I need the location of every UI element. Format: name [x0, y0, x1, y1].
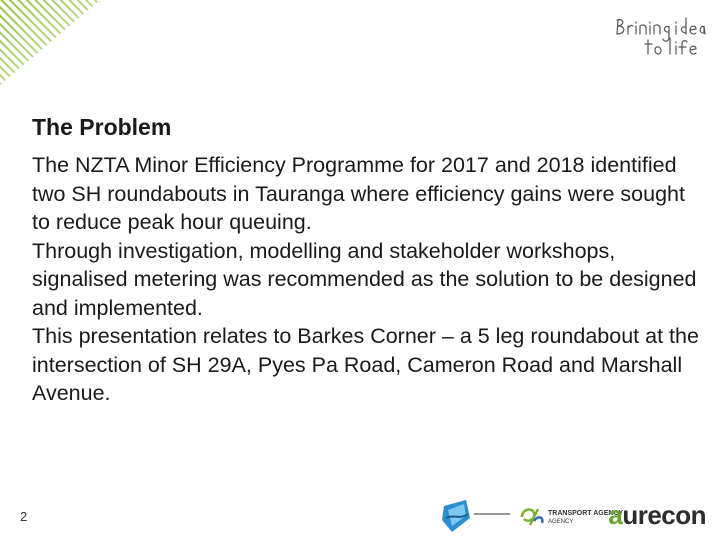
aurecon-logo: aurecon	[608, 500, 706, 530]
tauranga-city-logo	[440, 498, 512, 536]
paragraph-barkes-corner: This presentation relates to Barkes Corner – a 5 leg roundabout at the intersection of SH 29A, Pyes Pa Road, Cameron Road and Marshall Avenue.	[32, 324, 699, 405]
svg-text:AGENCY: AGENCY	[548, 519, 574, 525]
slide-title: The Problem	[32, 114, 172, 140]
nz-transport-agency-logo	[520, 505, 624, 529]
paragraph-investigation: Through investigation, modelling and stakeholder workshops, signalised metering was recommended as the solution to be designed and implemented.	[32, 238, 697, 320]
transport-logo-text: TRANSPORT AGENCY	[548, 510, 624, 517]
slide-body	[32, 151, 702, 408]
page-number: 2	[20, 509, 28, 524]
diagonal-stripe-decoration	[0, 0, 100, 85]
paragraph-problem: The NZTA Minor Efficiency Programme for 2017 and 2018 identified two SH roundabouts in Tauranga where efficiency gains were sought to reduce peak hour queuing.	[32, 153, 685, 234]
bringing-ideas-to-life-logo	[614, 14, 706, 58]
